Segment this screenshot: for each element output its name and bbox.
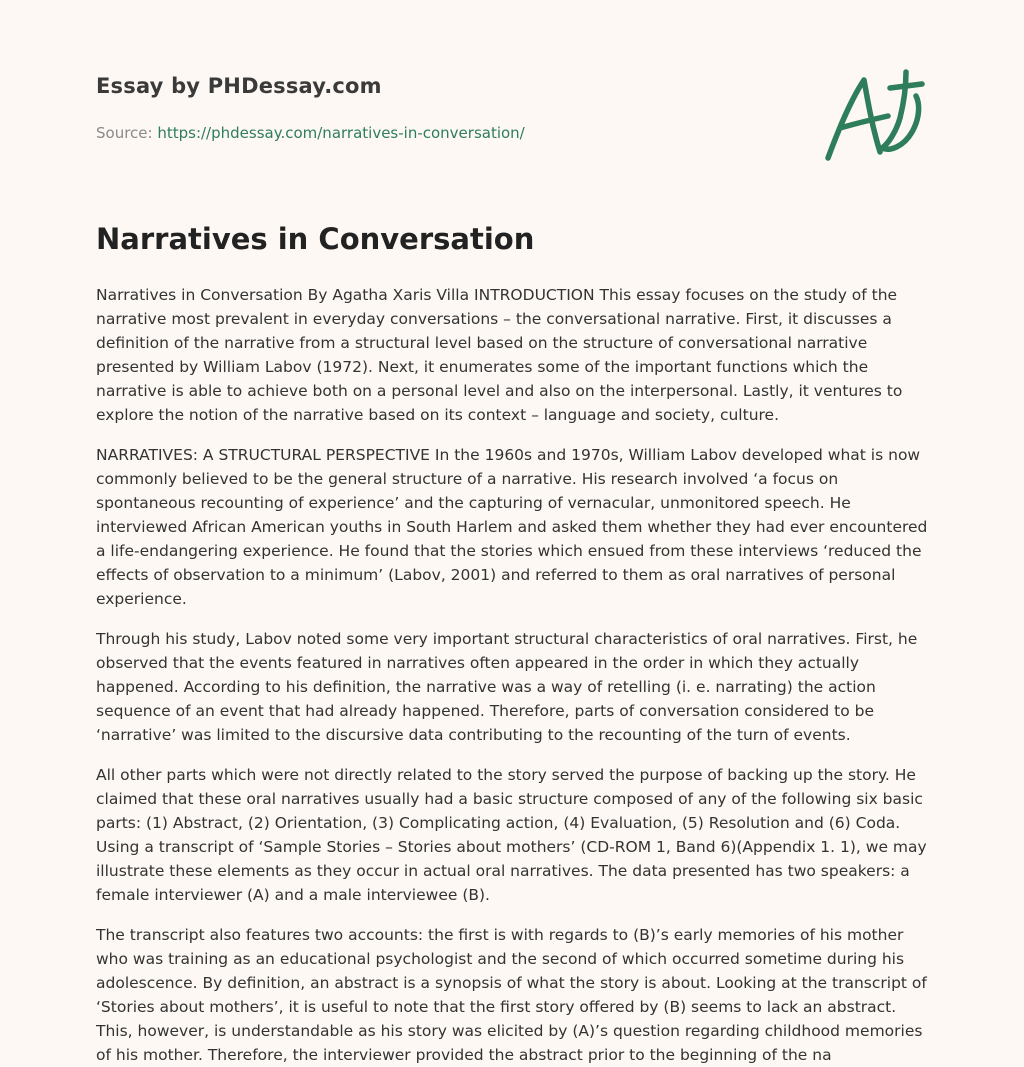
- page-header: [96, 74, 796, 142]
- essay-body: [96, 283, 934, 1064]
- source-line: [96, 124, 796, 142]
- essay-paragraph: The transcript also features two accounts: the first is with regards to (B)’s early memories of his mother who was training as an educational psychologist and the second of which occurred sometime during his adolescence. By definition, an abstract is a synopsis of what the story is about. Looking at the transcript of ‘Stories about mothers’, it is useful to note that the first story offered by (B) seems to lack an abstract. This, however, is understandable as his story was elicited by (A)’s question regarding childhood memories of his mother. Therefore, the interviewer provided the abstract prior to the beginning of the na: [96, 926, 927, 1064]
- essay-paragraph: All other parts which were not directly related to the story served the purpose of backing up the story. He claimed that these oral narratives usually had a basic structure composed of any of the following six basic parts: (1) Abstract, (2) Orientation, (3) Complicating action, (4) Evaluation, (5) Resolution and (6) Coda. Using a transcript of ‘Sample Stories – Stories about mothers’ (CD-ROM 1, Band 6)(Appendix 1. 1), we may illustrate these elements as they occur in actual oral narratives. The data presented has two speakers: a female interviewer (A) and a male interviewee (B).: [96, 766, 927, 904]
- site-title: Essay by PHDessay.com: [96, 74, 382, 98]
- essay-title: Narratives in Conversation: [96, 222, 535, 256]
- source-link[interactable]: https://phdessay.com/narratives-in-conversation/: [157, 124, 525, 142]
- essay-paragraph: Narratives in Conversation By Agatha Xaris Villa INTRODUCTION This essay focuses on the study of the narrative most prevalent in everyday conversations – the conversational narrative. First, it discusses a definition of the narrative from a structural level based on the structure of conversational narrative presented by William Labov (1972). Next, it enumerates some of the important functions which the narrative is able to achieve both on a personal level and also on the interpersonal. Lastly, it ventures to explore the notion of the narrative based on its context – language and society, culture.: [96, 286, 903, 424]
- essay-paragraph: NARRATIVES: A STRUCTURAL PERSPECTIVE In the 1960s and 1970s, William Labov developed what is now commonly believed to be the general structure of a narrative. His research involved ‘a focus on spontaneous recounting of experience’ and the capturing of vernacular, unmonitored speech. He interviewed African American youths in South Harlem and asked them whether they had ever encountered a life-endangering experience. He found that the stories which ensued from these interviews ‘reduced the effects of observation to a minimum’ (Labov, 2001) and referred to them as oral narratives of personal experience.: [96, 446, 928, 608]
- source-label: Source:: [96, 124, 158, 142]
- essay-paragraph: Through his study, Labov noted some very important structural characteristics of oral narratives. First, he observed that the events featured in narratives often appeared in the order in which they actually happened. According to his definition, the narrative was a way of retelling (i. e. narrating) the action sequence of an event that had already happened. Therefore, parts of conversation considered to be ‘narrative’ was limited to the discursive data contributing to the recounting of the turn of events.: [96, 630, 918, 744]
- a-plus-grade-logo-icon: [818, 66, 930, 166]
